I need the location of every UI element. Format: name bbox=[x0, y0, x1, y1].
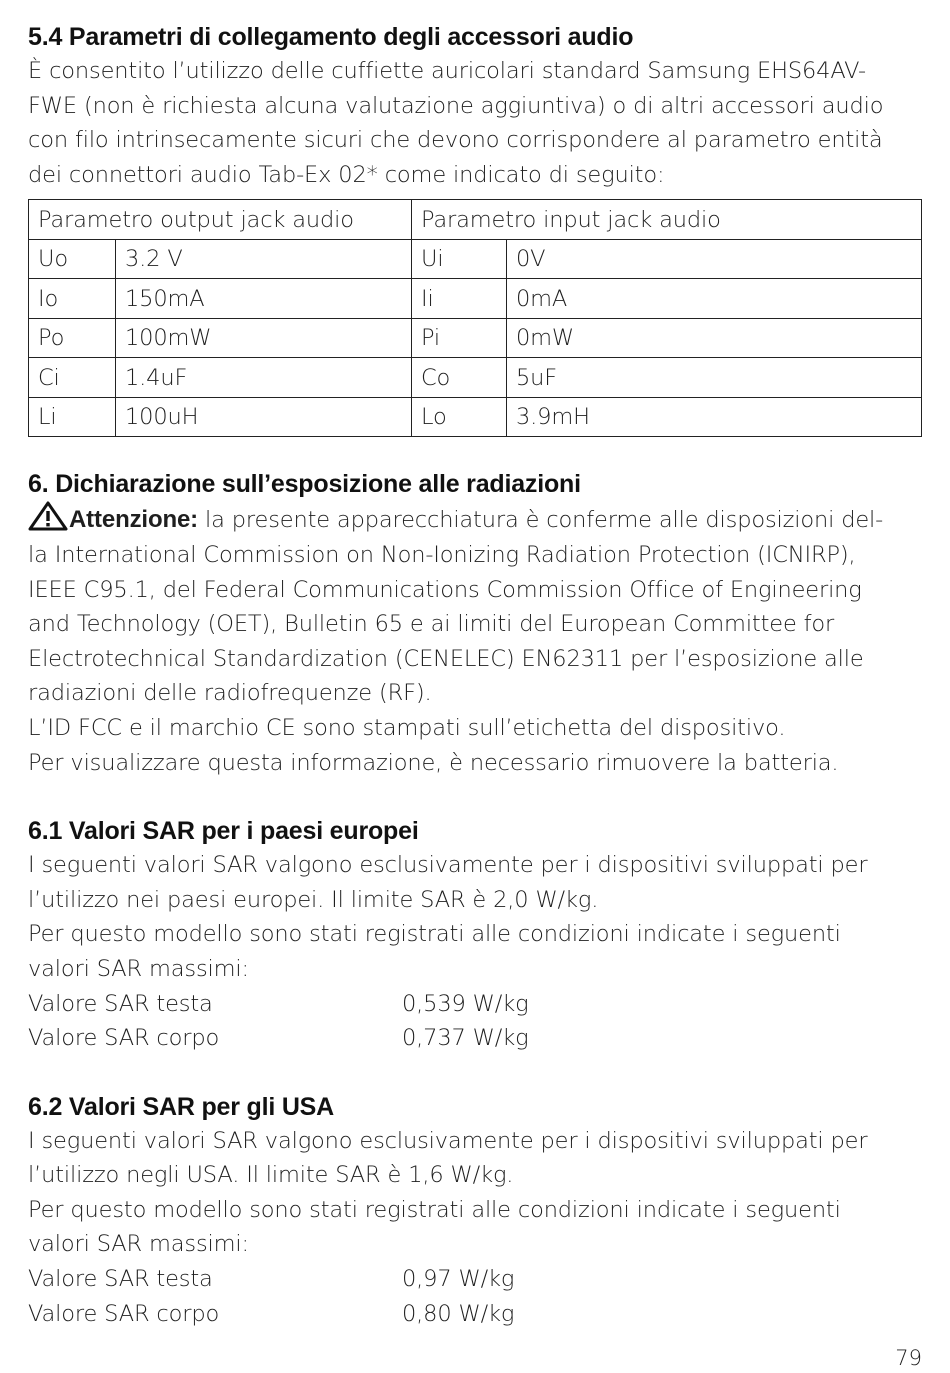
table-cell: Pi bbox=[412, 318, 507, 358]
table-cell: Co bbox=[412, 358, 507, 398]
table-cell: Li bbox=[29, 397, 116, 437]
sar-value-row bbox=[28, 1297, 922, 1332]
table-cell: 3.9mH bbox=[507, 397, 922, 437]
table-cell: Io bbox=[29, 279, 116, 319]
warning-paragraph-line bbox=[28, 501, 922, 538]
warning-triangle-icon bbox=[28, 501, 68, 531]
table-cell: Ii bbox=[412, 279, 507, 319]
paragraph-line: È consentito l’utilizzo delle cuffiette auricolari standard Samsung EHS64AV- bbox=[28, 58, 867, 84]
sar-value: 0,97 W/kg bbox=[402, 1266, 515, 1293]
sar-value: 0,737 W/kg bbox=[402, 1025, 529, 1052]
table-row bbox=[29, 239, 922, 279]
sar-label: Valore SAR corpo bbox=[28, 1300, 220, 1327]
page-number: 79 bbox=[895, 1346, 922, 1370]
sar-value: 0,539 W/kg bbox=[402, 990, 529, 1017]
table-cell: 0mW bbox=[507, 318, 922, 358]
section-heading-6: 6. Dichiarazione sull’esposizione alle radiazioni bbox=[28, 470, 581, 499]
paragraph-line: l’utilizzo negli USA. Il limite SAR è 1,6 W/kg. bbox=[28, 1162, 514, 1189]
paragraph-line: FWE (non è richiesta alcuna valutazione aggiuntiva) o di altri accessori audio bbox=[28, 92, 884, 119]
section-heading-5-4: 5.4 Parametri di collegamento degli accessori audio bbox=[28, 23, 634, 51]
table-row bbox=[29, 358, 922, 398]
paragraph-line: I seguenti valori SAR valgono esclusivamente per i dispositivi sviluppati per bbox=[28, 852, 868, 879]
sar-label: Valore SAR corpo bbox=[28, 1025, 220, 1052]
paragraph-line: L’ID FCC e il marchio CE sono stampati sull’etichetta del dispositivo. bbox=[28, 714, 786, 741]
sar-value-row bbox=[28, 1021, 922, 1056]
table-cell: 150mA bbox=[116, 279, 412, 319]
paragraph-line: IEEE C95.1, del Federal Communications Commission Office of Engineering bbox=[28, 576, 862, 603]
sar-value: 0,80 W/kg bbox=[402, 1300, 515, 1327]
content-column bbox=[28, 20, 922, 1331]
paragraph-line: valori SAR massimi: bbox=[28, 1231, 249, 1258]
table-cell: Uo bbox=[29, 239, 116, 279]
sar-label: Valore SAR testa bbox=[28, 990, 213, 1017]
sar-value-row bbox=[28, 987, 922, 1022]
paragraph-line: Per questo modello sono stati registrati alle condizioni indicate i seguenti bbox=[28, 1196, 841, 1223]
paragraph-line: l’utilizzo nei paesi europei. Il limite SAR è 2,0 W/kg. bbox=[28, 886, 599, 913]
audio-jack-parameters-table bbox=[28, 199, 922, 437]
paragraph-line: I seguenti valori SAR valgono esclusivamente per i dispositivi sviluppati per bbox=[28, 1127, 868, 1154]
table-cell: 3.2 V bbox=[116, 239, 412, 279]
paragraph-line: Per questo modello sono stati registrati alle condizioni indicate i seguenti bbox=[28, 921, 841, 948]
table-cell: 100mW bbox=[116, 318, 412, 358]
table-cell: 0V bbox=[507, 239, 922, 279]
table-cell: Lo bbox=[412, 397, 507, 437]
paragraph-line: radiazioni delle radiofrequenze (RF). bbox=[28, 680, 432, 707]
paragraph-line: Electrotechnical Standardization (CENELEC) EN62311 per l’esposizione alle bbox=[28, 645, 864, 672]
section-heading-6-1: 6.1 Valori SAR per i paesi europei bbox=[28, 817, 419, 846]
table-row bbox=[29, 318, 922, 358]
table-cell: Ui bbox=[412, 239, 507, 279]
paragraph-line: and Technology (OET), Bulletin 65 e ai limiti del European Committee for bbox=[28, 611, 835, 638]
paragraph-line: Per visualizzare questa informazione, è necessario rimuovere la batteria. bbox=[28, 749, 839, 776]
warning-text: la presente apparecchiatura è conferme alle disposizioni del- bbox=[198, 507, 884, 534]
table-cell: 100uH bbox=[116, 397, 412, 437]
table-row bbox=[29, 279, 922, 319]
table-row bbox=[29, 397, 922, 437]
table-cell: 0mA bbox=[507, 279, 922, 319]
table-cell: 1.4uF bbox=[116, 358, 412, 398]
table-cell: Ci bbox=[29, 358, 116, 398]
paragraph-line: con filo intrinsecamente sicuri che devono corrispondere al parametro entità bbox=[28, 127, 883, 154]
header-output-jack: Parametro output jack audio bbox=[29, 200, 412, 240]
table-header-row bbox=[29, 200, 922, 240]
header-input-jack: Parametro input jack audio bbox=[412, 200, 922, 240]
warning-label: Attenzione: bbox=[69, 506, 199, 534]
sar-label: Valore SAR testa bbox=[28, 1266, 213, 1293]
paragraph-line: valori SAR massimi: bbox=[28, 955, 249, 982]
section-heading-6-2: 6.2 Valori SAR per gli USA bbox=[28, 1092, 335, 1121]
paragraph-line: la International Commission on Non-Ionizing Radiation Protection (ICNIRP), bbox=[28, 541, 856, 568]
table-cell: 5uF bbox=[507, 358, 922, 398]
paragraph-line: dei connettori audio Tab-Ex 02* come indicato di seguito: bbox=[28, 161, 665, 188]
sar-value-row bbox=[28, 1262, 922, 1297]
table-cell: Po bbox=[29, 318, 116, 358]
